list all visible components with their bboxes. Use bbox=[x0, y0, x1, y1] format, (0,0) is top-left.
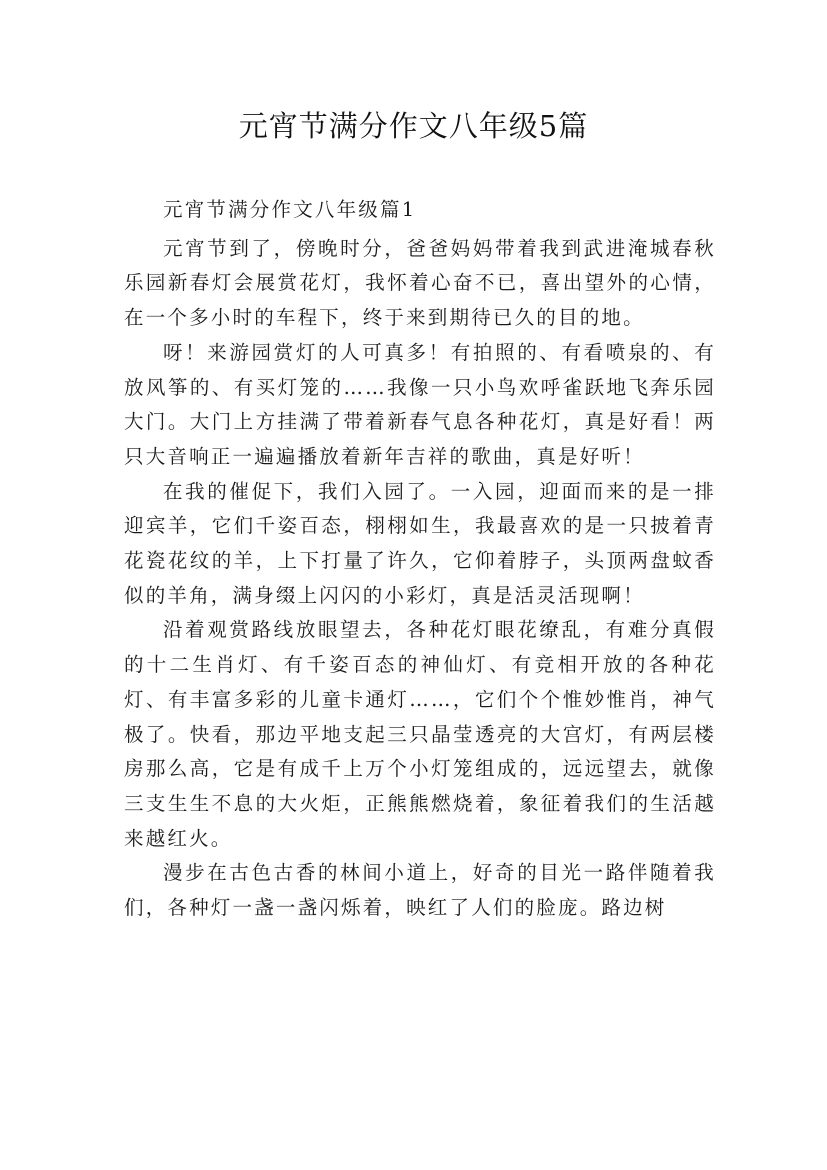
paragraph-5: 漫步在古色古香的林间小道上，好奇的目光一路伴随着我们，各种灯一盏一盏闪烁着，映红了人们的脸庞。路边树 bbox=[124, 861, 716, 920]
paragraph-4: 沿着观赏路线放眼望去，各种花灯眼花缭乱，有难分真假的十二生肖灯、有千姿百态的神仙灯、有竞相开放的各种花灯、有丰富多彩的儿童卡通灯……，它们个个惟妙惟肖，神气极了。快看，那边平地支起三只晶莹透亮的大宫灯，有两层楼房那么高，它是有成千上万个小灯笼组成的，远远望去，就像三支生生不息的大火炬，正熊熊燃烧着，象征着我们的生活越来越红火。 bbox=[124, 618, 716, 850]
paragraph-2: 呀！来游园赏灯的人可真多！有拍照的、有看喷泉的、有放风筝的、有买灯笼的……我像一只小鸟欢呼雀跃地飞奔乐园大门。大门上方挂满了带着新春气息各种花灯，真是好看！两只大音响正一遍遍播放着新年吉祥的歌曲，真是好听！ bbox=[124, 340, 716, 468]
paragraph-3: 在我的催促下，我们入园了。一入园，迎面而来的是一排迎宾羊，它们千姿百态，栩栩如生，我最喜欢的是一只披着青花瓷花纹的羊，上下打量了许久，它仰着脖子，头顶两盘蚊香似的羊角，满身缀上闪闪的小彩灯，真是活灵活现啊！ bbox=[124, 479, 716, 607]
section-heading: 元宵节满分作文八年级篇1 bbox=[163, 198, 417, 221]
paragraph-1: 元宵节到了，傍晚时分，爸爸妈妈带着我到武进淹城春秋乐园新春灯会展赏花灯，我怀着心奋不已，喜出望外的心情，在一个多小时的车程下，终于来到期待已久的目的地。 bbox=[124, 236, 716, 330]
document-body bbox=[124, 193, 716, 926]
document-title: 元宵节满分作文八年级5篇 bbox=[238, 109, 589, 143]
